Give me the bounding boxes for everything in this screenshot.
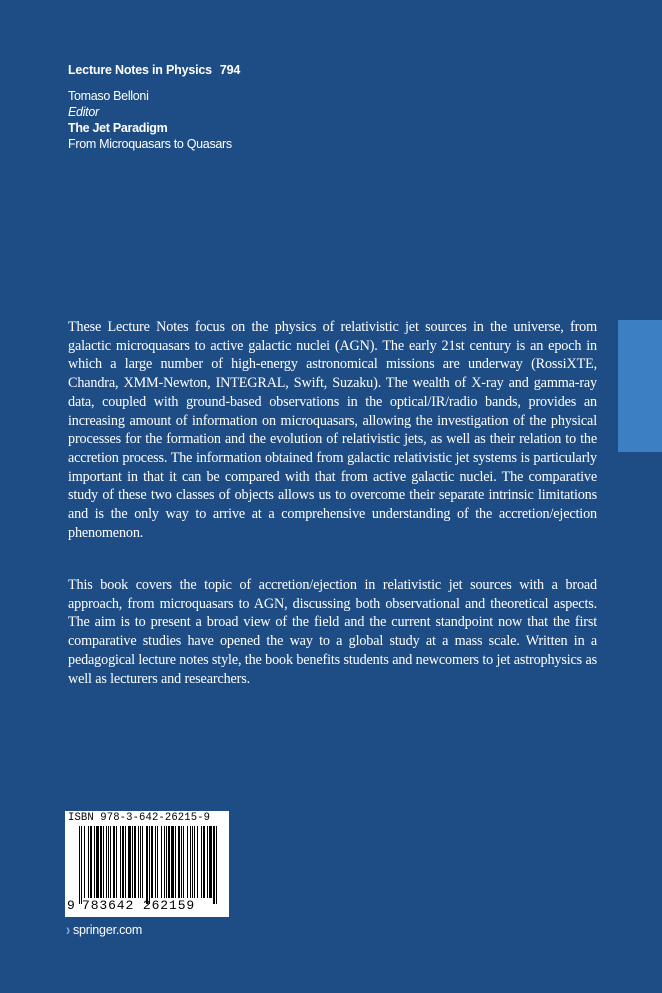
- barcode-bar: [183, 826, 184, 898]
- barcode-bar: [79, 826, 80, 904]
- barcode-bar: [207, 826, 208, 898]
- chevron-right-icon: ›: [66, 920, 70, 940]
- barcode-bar: [122, 826, 124, 898]
- barcode-bar: [113, 826, 115, 898]
- barcode-bar: [192, 826, 193, 898]
- barcode-bar: [190, 826, 191, 898]
- barcode-bar: [116, 826, 117, 898]
- barcode-bar: [175, 826, 176, 898]
- publisher-link[interactable]: [66, 920, 143, 940]
- barcode-bar: [100, 826, 102, 898]
- color-tab: [618, 320, 662, 452]
- barcode-bar: [84, 826, 85, 898]
- book-title: The Jet Paradigm: [68, 121, 168, 135]
- barcode-bar: [178, 826, 180, 898]
- blurb-paragraph-1: These Lecture Notes focus on the physics of relativistic jet sources in the universe, from galactic microquasars to active galactic nuclei (AGN). The early 21st century is an epoch in which a large number of high-energy astronomical missions are underway (RossiXTE, Chandra, XMM-Newton, INTEGRAL, Swift, Suzaku). The wealth of X-ray and gamma-ray data, coupled with ground-based observations in the optical/IR/radio bands, provides an increasing amount of information on microquasars, allowing the investigation of the physical processes for the formation and the evolution of relativistic jets, as well as their relation to the accretion process. The information obtained from galactic relativistic jet systems is particularly important in that it can be compared with that from active galactic nuclei. The comparative study of these two classes of objects allows us to overcome their separate intrinsic limitations and is the only way to arrive at a comprehensive understanding of the accretion/ejection phenomenon.: [68, 319, 597, 541]
- blurb-paragraph-2: This book covers the topic of accretion/ejection in relativistic jet sources with a broad approach, from microquasars to AGN, discussing both observational and theoretical aspects. The aim is to present a broad view of the field and the current standpoint now that the first comparative studies have opened the way to a global study at a mass scale. Written in a pedagogical lecture notes style, the book benefits students and newcomers to jet astrophysics as well as lecturers and researchers.: [68, 577, 597, 687]
- isbn-label: ISBN 978-3-642-26215-9: [68, 812, 211, 824]
- book-subtitle: From Microquasars to Quasars: [68, 137, 232, 151]
- barcode-bars: [79, 826, 219, 906]
- editor-role: Editor: [68, 105, 99, 119]
- barcode-bar: [157, 826, 158, 898]
- barcode-bar: [149, 826, 150, 904]
- barcode-bar: [166, 826, 167, 898]
- barcode-bar: [94, 826, 95, 898]
- barcode-bar: [132, 826, 133, 898]
- publisher-url: springer.com: [72, 923, 143, 937]
- ean-digits: 783642 262159: [82, 898, 196, 913]
- barcode-bar: [216, 826, 217, 904]
- barcode-bar: [106, 826, 107, 898]
- barcode-bar: [187, 826, 188, 898]
- barcode: [65, 811, 229, 917]
- barcode-bar: [103, 826, 104, 898]
- barcode-bar: [161, 826, 162, 898]
- barcode-bar: [151, 826, 153, 898]
- barcode-bar: [125, 826, 126, 898]
- barcode-bar: [120, 826, 121, 898]
- barcode-bar: [171, 826, 174, 898]
- barcode-bar: [110, 826, 111, 898]
- barcode-bar: [168, 826, 170, 898]
- barcode-bar: [134, 826, 136, 898]
- barcode-bar: [108, 826, 109, 898]
- series-volume: 794: [219, 63, 241, 77]
- barcode-bar: [96, 826, 99, 898]
- barcode-bar: [203, 826, 205, 898]
- barcode-bar: [213, 826, 215, 904]
- series-line: [68, 63, 240, 77]
- barcode-bar: [142, 826, 143, 898]
- barcode-bar: [201, 826, 202, 898]
- barcode-bar: [155, 826, 156, 898]
- barcode-bar: [88, 826, 89, 898]
- barcode-bar: [181, 826, 182, 898]
- ean-first-digit: 9: [67, 898, 75, 913]
- editor-name: Tomaso Belloni: [68, 89, 149, 103]
- barcode-bar: [146, 826, 148, 904]
- series-name: Lecture Notes in Physics: [68, 63, 212, 77]
- barcode-bar: [164, 826, 165, 898]
- barcode-bar: [209, 826, 212, 898]
- barcode-bar: [197, 826, 198, 898]
- barcode-bar: [140, 826, 141, 898]
- barcode-bar: [194, 826, 195, 898]
- barcode-bar: [90, 826, 92, 898]
- barcode-bar: [81, 826, 82, 904]
- barcode-bar: [128, 826, 131, 898]
- barcode-bar: [138, 826, 139, 898]
